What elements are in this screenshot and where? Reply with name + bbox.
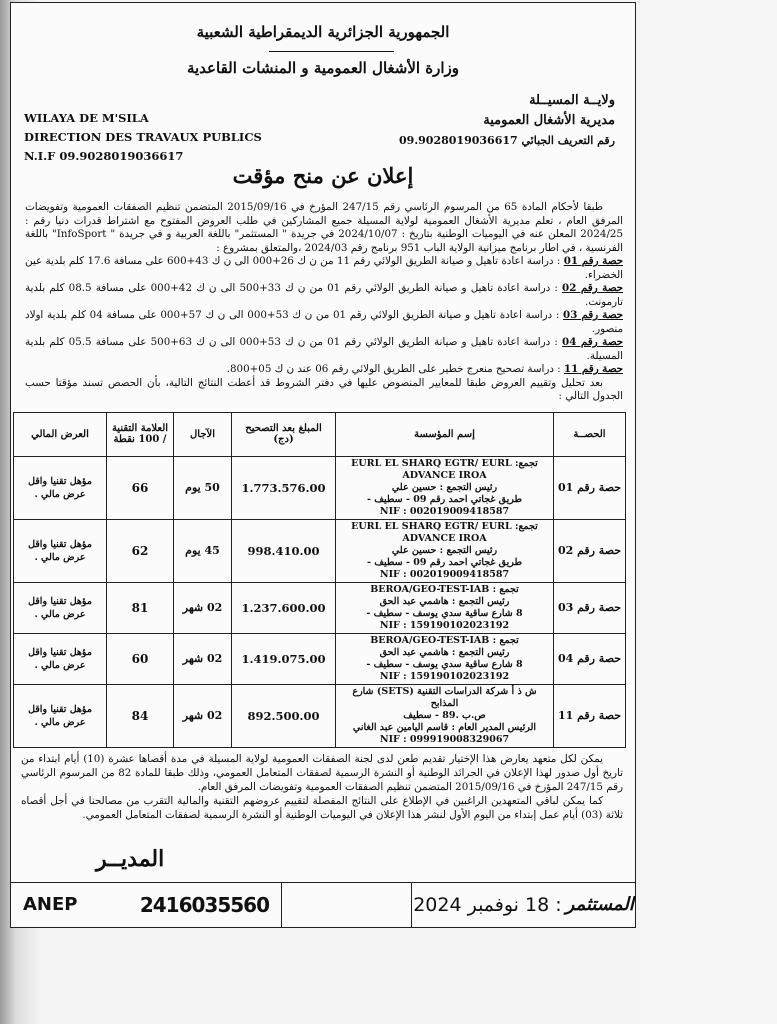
company-line: تجمع: EURL EL SHARQ EGTR/ EURL ADVANCE IROA <box>351 520 538 544</box>
announcement-document <box>10 2 636 883</box>
score-cell: 62 <box>107 519 174 582</box>
document-header <box>11 3 635 201</box>
lot-item <box>25 255 623 282</box>
financial-cell: مؤهل تقنيا واقل عرض مالي . <box>14 456 107 519</box>
lot-label: حصة رقم 04 <box>562 336 623 348</box>
lot-text: : دراسة اعادة تاهيل و صيانة الطريق الولائي رقم 01 من ن ك 53+000 الى ن ك 63+500 على مسافة 05.5 كلم بلدية المسيلة. <box>25 336 623 362</box>
company-line: طريق غجاتي احمد رقم 09 - سطيف - <box>366 493 523 505</box>
publication-footer <box>10 883 636 928</box>
lot-cell: حصة رقم 01 <box>554 456 626 519</box>
company-cell <box>336 633 554 684</box>
amount-cell: 892.500.00 <box>232 684 336 747</box>
lot-item <box>25 336 623 363</box>
wilaya-ar: ولايــة المسيــلة <box>529 93 615 108</box>
lot-label: حصة رقم 03 <box>563 309 623 321</box>
nif-ar: رقم التعريف الجبائي 09.9028019036617 <box>399 134 615 147</box>
company-line: NIF : 159190102023192 <box>379 619 510 631</box>
company-cell <box>336 456 554 519</box>
lot-cell: حصة رقم 11 <box>554 684 626 747</box>
announcement-body <box>25 201 623 404</box>
appeal-paragraph: يمكن لكل متعهد يعارض هذا الإختيار تقديم طعن لدى لجنة الصفقات العمومية لولاية المسيلة في مدة أقصاها عشرة (10) أيام ابتداء من تاريخ أول صدور لهذا الإعلان في الجرائد الوطنية أو النشرة الرسمية لصفقات المتعامل العمومي، وذلك طبقا للمادة 82 من المرسوم الرئاسي رقم 247/15 المؤرخ في 2015/09/16 المتضمن تنظيم الصفقات العمومية وتفويضات المرفق العام. <box>21 752 623 793</box>
company-line: 8 شارع ساقية سدي يوسف - سطيف - <box>366 658 523 670</box>
lot-item <box>25 363 623 377</box>
appeal-notice <box>21 752 623 822</box>
company-cell <box>336 519 554 582</box>
company-line: ش ذ أ شركة الدراسات التقنية (SETS) شارع المذابح <box>352 685 537 709</box>
delay-cell: 02 شهر <box>174 633 232 684</box>
amount-cell: 1.237.600.00 <box>232 582 336 633</box>
table-row <box>14 519 626 582</box>
divider <box>269 51 394 52</box>
delay-cell: 50 يوم <box>174 456 232 519</box>
company-line: تجمع: EURL EL SHARQ EGTR/ EURL ADVANCE IROA <box>351 457 538 481</box>
score-cell: 60 <box>107 633 174 684</box>
score-cell: 84 <box>107 684 174 747</box>
company-line: طريق غجاتي احمد رقم 09 - سطيف - <box>366 556 523 568</box>
newspaper-cell <box>411 883 635 927</box>
newspaper-logo: المستثمر <box>565 894 634 915</box>
signature-director: المديــر <box>96 845 165 872</box>
page-wrapper <box>10 2 636 928</box>
table-row <box>14 582 626 633</box>
empty-cell <box>281 883 411 927</box>
score-cell: 81 <box>107 582 174 633</box>
lot-label: حصة رقم 11 <box>563 363 623 375</box>
ministry-header: وزارة الأشغال العمومية و المنشات القاعدية <box>186 59 460 77</box>
scan-margin <box>640 0 777 1024</box>
financial-cell: مؤهل تقنيا واقل عرض مالي . <box>14 633 107 684</box>
column-header: العرض المالي <box>14 412 107 456</box>
amount-cell: 1.773.576.00 <box>232 456 336 519</box>
company-line: رئيس التجمع : حسين علي <box>391 481 498 493</box>
company-line: تجمع : BEROA/GEO-TEST-IAB <box>370 583 519 595</box>
lot-label: حصة رقم 01 <box>563 255 624 267</box>
header-row <box>14 412 626 456</box>
delay-cell: 45 يوم <box>174 519 232 582</box>
amount-cell: 998.410.00 <box>232 519 336 582</box>
company-line: NIF : 002019009418587 <box>379 505 510 517</box>
company-line: 8 شارع ساقية سدي يوسف - سطيف - <box>366 607 523 619</box>
company-line: NIF : 002019009418587 <box>379 568 510 580</box>
french-header <box>24 109 262 166</box>
company-line: تجمع : BEROA/GEO-TEST-IAB <box>370 634 519 646</box>
anep-cell <box>11 883 281 927</box>
company-line: ص.ب .89 - سطيف <box>403 709 486 721</box>
consultation-paragraph: كما يمكن لباقي المتعهدين الراغبين في الإطلاع على النتائج المفصلة لتقييم عروضهم التقنية والمالية التقرب من مصالحنا في أجل أقصاه ثلاثة (03) أيام عمل إبتداء من اليوم الأول لنشر هذا الإعلان في اليوميات الوطنية أو النشرة الرسمية لصفقات المتعامل العمومي. <box>21 794 623 821</box>
company-cell <box>336 684 554 747</box>
lot-text: : دراسة اعادة تاهيل و صيانة الطريق الولائي رقم 11 من ن ك 26+000 الى ن ك 43+600 على مسافة 17.6 كلم بلدية عين الخضراء. <box>25 255 623 281</box>
lot-text: : دراسة اعادة تاهيل و صيانة الطريق الولائي رقم 01 من ن ك 33+500 الى ن ك 42+000 على مسافة 08.5 كلم بلدية تارمونت. <box>25 282 623 308</box>
wilaya-fr: WILAYA DE M'SILA <box>24 111 149 125</box>
delay-cell: 02 شهر <box>174 582 232 633</box>
company-line: الرئيس المدير العام : قاسم اليامين عبد الغاني <box>352 721 537 733</box>
company-line: رئيس التجمع : هاشمي عبد الحق <box>379 595 510 607</box>
evaluation-paragraph: بعد تحليل وتقييم العروض طبقا للمعايير المنصوص عليها في دفتر الشروط قد أعطت النتائج التالية، بأن الحصص تسند مؤقتا حسب الجدول التالي : <box>25 376 623 402</box>
company-line: NIF : 159190102023192 <box>379 670 510 682</box>
financial-cell: مؤهل تقنيا واقل عرض مالي . <box>14 582 107 633</box>
company-cell <box>336 582 554 633</box>
intro-paragraph: طبقا لأحكام المادة 65 من المرسوم الرئاسي رقم 247/15 المؤرخ في 2015/09/16 المتضمن تنظيم الصفقات العمومية وتفويضات المرفق العام ، تعلم مديرية الأشغال العمومية لولاية المسيلة جميع المشاركين في طلب العروض المفتوح مع اشتراط قدرات دنيا رقم : 2024/25 المعلن عنه في اليوميات الوطنية بتاريخ : 2024/10/07 في جريدة " المستثمر" باللغة العربية و في جريدة " InfoSport" باللغة الفرنسية ، في اطار برنامج ميزانية الولاية الباب 951 برنامج رقم 2024/03 ،والمتعلق بمشروع : <box>25 201 624 254</box>
company-line: رئيس التجمع : هاشمي عبد الحق <box>379 646 510 658</box>
lot-cell: حصة رقم 04 <box>554 633 626 684</box>
republic-header: الجمهورية الجزائرية الديمقراطية الشعبية <box>196 23 450 41</box>
arabic-header <box>399 91 615 151</box>
amount-cell: 1.419.075.00 <box>232 633 336 684</box>
direction-fr: DIRECTION DES TRAVAUX PUBLICS <box>24 130 262 144</box>
lot-cell: حصة رقم 02 <box>554 519 626 582</box>
lot-cell: حصة رقم 03 <box>554 582 626 633</box>
delay-cell: 02 شهر <box>174 684 232 747</box>
direction-ar: مديرية الأشغال العمومية <box>483 113 615 128</box>
company-line: رئيس التجمع : حسين علي <box>391 544 498 556</box>
column-header: الحصــة <box>554 412 626 456</box>
company-line: NIF : 099919008329067 <box>379 733 510 745</box>
lot-text: : دراسة اعادة تاهيل و صيانة الطريق الولائي رقم 01 من ن ك 53+000 الى ن ك 57+000 على مسافة 04 كلم بلدية اولاد منصور. <box>25 309 623 335</box>
financial-cell: مؤهل تقنيا واقل عرض مالي . <box>14 519 107 582</box>
lot-label: حصة رقم 02 <box>562 282 623 294</box>
table-row <box>14 456 626 519</box>
score-cell: 66 <box>107 456 174 519</box>
column-header: العلامة التقنية / 100 نقطة <box>107 412 174 456</box>
financial-cell: مؤهل تقنيا واقل عرض مالي . <box>14 684 107 747</box>
lot-item <box>25 309 623 336</box>
anep-label: ANEP <box>23 894 78 915</box>
lot-text: : دراسة تصحيح منعرج خطير على الطريق الولائي رقم 06 عند ن ك 05+800. <box>226 363 564 375</box>
announcement-title: إعلان عن منح مؤقت <box>232 163 414 188</box>
results-table <box>13 412 626 748</box>
column-header: الآجال <box>174 412 232 456</box>
nif-fr: N.I.F 09.9028019036617 <box>24 149 184 163</box>
anep-number: 2416035560 <box>139 892 269 917</box>
column-header: المبلغ بعد التصحيح (دج) <box>232 412 336 456</box>
table-row <box>14 684 626 747</box>
column-header: إسم المؤسسة <box>336 412 554 456</box>
publication-date: : 18 نوفمبر 2024 <box>413 893 562 916</box>
table-row <box>14 633 626 684</box>
lot-item <box>25 282 623 309</box>
